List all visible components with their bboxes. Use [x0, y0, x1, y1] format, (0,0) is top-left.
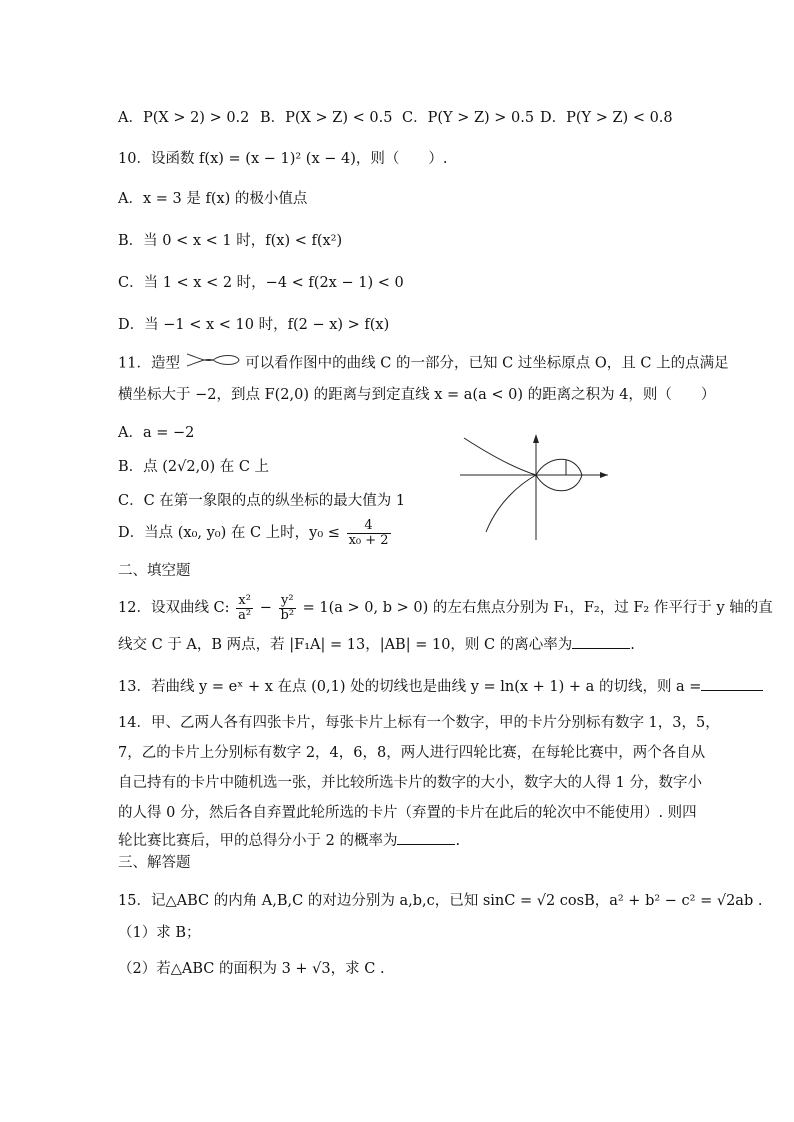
q9-option-a: A．P(X > 2) > 0.2 — [118, 110, 250, 126]
q12-fraction-y — [279, 594, 297, 623]
q12-line2-end: . — [630, 637, 635, 653]
q11-stem-line1 — [118, 352, 729, 375]
q11-option-d — [118, 516, 393, 550]
fraction-numerator: y² — [279, 594, 297, 609]
q11-option-a: A．a = −2 — [118, 425, 195, 441]
q10-option-a: A．x = 3 是 f(x) 的极小值点 — [118, 191, 308, 207]
q12-line1 — [118, 590, 773, 626]
q11-option-d-fraction — [347, 519, 391, 548]
q14-line5-text: 轮比赛比赛后，甲的总得分小于 2 的概率为 — [118, 833, 398, 849]
x-axis-arrow-icon — [600, 472, 608, 478]
q12-prefix: 12．设双曲线 C: — [118, 600, 230, 616]
q14-line1: 14．甲、乙两人各有四张卡片，每张卡片上标有一个数字，甲的卡片分别标有数字 1，3，5， — [118, 715, 720, 731]
q12-rest: = 1(a > 0, b > 0) 的左右焦点分别为 F₁，F₂，过 F₂ 作平行于 y 轴的直 — [302, 600, 773, 616]
q10-stem: 10．设函数 f(x) = (x − 1)² (x − 4)，则（ ）. — [118, 151, 448, 167]
fraction-denominator: x₀ + 2 — [348, 532, 389, 548]
q13-stem — [118, 676, 763, 698]
fraction-denominator: a² — [238, 607, 252, 623]
q14-line3: 自己持有的卡片中随机选一张，并比较所选卡片的数字的大小，数字大的人得 1 分，数字小 — [118, 775, 702, 791]
q12-minus: − — [259, 600, 272, 616]
q14-line5-end: . — [455, 833, 461, 849]
section-fill-in-title: 二、填空题 — [118, 563, 191, 579]
q12-line2-text: 线交 C 于 A，B 两点，若 |F₁A| = 13，|AB| = 10，则 C 的离心率为 — [118, 637, 573, 653]
q14-line5 — [118, 830, 460, 852]
fraction-denominator: b² — [280, 607, 295, 623]
answer-blank[interactable] — [397, 830, 455, 845]
q10-option-c: C．当 1 < x < 2 时，−4 < f(2x − 1) < 0 — [118, 275, 404, 291]
q11-option-b: B．点 (2√2,0) 在 C 上 — [118, 459, 270, 475]
y-axis-arrow-icon — [533, 434, 539, 443]
q11-option-c: C．C 在第一象限的点的纵坐标的最大值为 1 — [118, 493, 406, 509]
curve-figure — [458, 432, 618, 542]
q11-stem-part2: 可以看作图中的曲线 C 的一部分，已知 C 过坐标原点 O，且 C 上的点满足 — [245, 355, 729, 372]
q11-option-d-prefix: D．当点 (x₀, y₀) 在 C 上时，y₀ ≤ — [118, 525, 340, 541]
fraction-numerator: x² — [236, 594, 253, 609]
shape-sketch-icon — [185, 352, 241, 375]
q15-part2: （2）若△ABC 的面积为 3 + √3，求 C . — [118, 961, 385, 977]
curve-branches — [464, 438, 536, 532]
q9-option-c: C．P(Y > Z) > 0.5 — [402, 110, 535, 126]
q12-line2 — [118, 634, 635, 656]
q15-part1: （1）求 B； — [118, 925, 201, 941]
q14-line4: 的人得 0 分，然后各自弃置此轮所选的卡片（弃置的卡片在此后的轮次中不能使用）. 则四 — [118, 805, 697, 821]
q9-option-b: B．P(X > Z) < 0.5 — [260, 110, 393, 126]
q13-text: 13．若曲线 y = eˣ + x 在点 (0,1) 处的切线也是曲线 y = ln(x + 1) + a 的切线，则 a = — [118, 679, 702, 695]
q15-stem: 15．记△ABC 的内角 A,B,C 的对边分别为 a,b,c，已知 sinC = √2 cosB，a² + b² − c² = √2ab . — [118, 893, 763, 909]
q11-stem-line2: 横坐标大于 −2，到点 F(2,0) 的距离与到定直线 x = a(a < 0) 的距离之积为 4，则（ ） — [118, 387, 716, 403]
q14-line2: 7，乙的卡片上分别标有数字 2，4，6，8，两人进行四轮比赛，在每轮比赛中，两个各自从 — [118, 745, 706, 761]
fraction-numerator: 4 — [347, 519, 391, 534]
q12-fraction-x — [236, 594, 253, 623]
q9-option-d: D．P(Y > Z) < 0.8 — [540, 110, 673, 126]
answer-blank[interactable] — [572, 634, 630, 649]
q10-option-d: D．当 −1 < x < 10 时，f(2 − x) > f(x) — [118, 317, 390, 333]
q11-stem-part1: 11．造型 — [118, 355, 180, 372]
section-solution-title: 三、解答题 — [118, 855, 191, 871]
q10-option-b: B．当 0 < x < 1 时，f(x) < f(x²) — [118, 233, 343, 249]
answer-blank[interactable] — [701, 676, 763, 691]
